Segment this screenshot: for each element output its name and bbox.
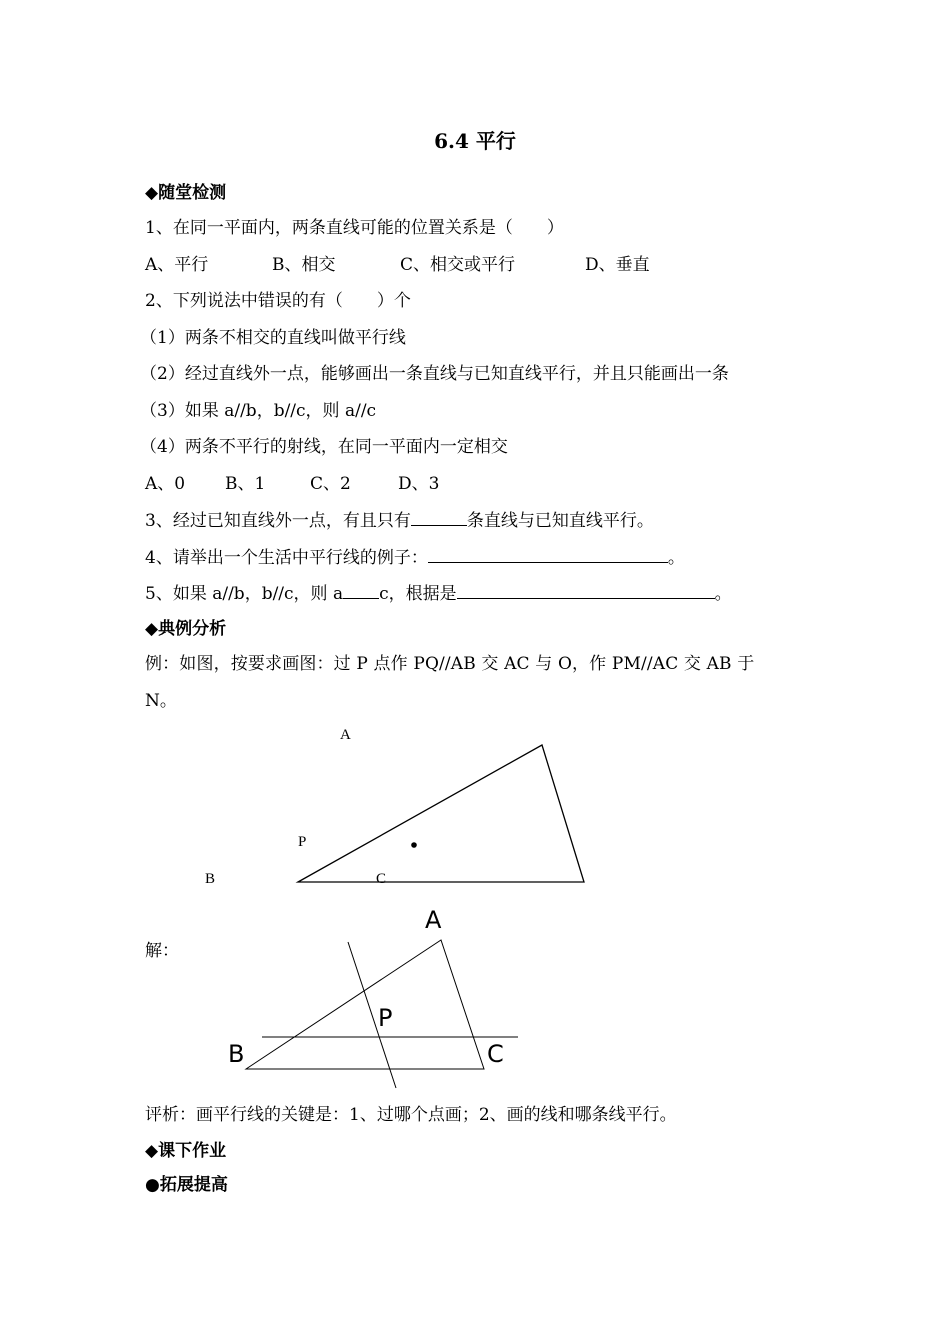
q2-option-a: A、0 bbox=[145, 474, 186, 494]
figure1-point-p bbox=[411, 842, 417, 848]
figure1-label-p: P bbox=[298, 834, 307, 850]
example-text-line2: N。 bbox=[145, 691, 177, 711]
q2-option-c: C、2 bbox=[310, 474, 351, 494]
q1-option-c: C、相交或平行 bbox=[400, 255, 516, 275]
analysis-text: 评析：画平行线的关键是：1、过哪个点画；2、画的线和哪条线平行。 bbox=[145, 1105, 677, 1125]
q1-option-a: A、平行 bbox=[145, 255, 209, 275]
question-2: 2、下列说法中错误的有（ ）个 bbox=[145, 291, 411, 311]
q4-text-before: 4、请举出一个生活中平行线的例子： bbox=[145, 548, 428, 568]
figure1-label-c: C bbox=[376, 871, 387, 887]
q2-option-b: B、1 bbox=[225, 474, 266, 494]
q2-option-d: D、3 bbox=[398, 474, 440, 494]
figure2-label-b: B bbox=[228, 1040, 245, 1068]
figure1-label-a: A bbox=[340, 727, 351, 743]
figure1-triangle bbox=[298, 745, 584, 882]
q5-text-before: 5、如果 a//b，b//c，则 a bbox=[145, 584, 344, 604]
figure1-label-b: B bbox=[205, 871, 216, 887]
q3-text-after: 条直线与已知直线平行。 bbox=[466, 511, 654, 531]
q5-text-after: 。 bbox=[714, 584, 732, 604]
q1-option-b: B、相交 bbox=[272, 255, 336, 275]
figure2-label-c: C bbox=[487, 1040, 504, 1068]
page-title: 6.4 平行 bbox=[434, 129, 516, 153]
question-1: 1、在同一平面内，两条直线可能的位置关系是（ ） bbox=[145, 218, 564, 238]
q3-text-before: 3、经过已知直线外一点，有且只有 bbox=[145, 511, 411, 531]
section-heading-extension: ●拓展提高 bbox=[145, 1175, 228, 1195]
figure2-label-p: P bbox=[378, 1004, 393, 1032]
q2-item-3: （3）如果 a//b，b//c，则 a//c bbox=[140, 401, 377, 421]
q4-text-after: 。 bbox=[667, 548, 685, 568]
solution-label: 解： bbox=[145, 941, 179, 961]
q1-option-d: D、垂直 bbox=[585, 255, 650, 275]
section-heading-examples: ◆典例分析 bbox=[145, 619, 227, 639]
figure2-label-a: A bbox=[425, 906, 442, 934]
section-heading-quiz: ◆随堂检测 bbox=[145, 183, 227, 203]
q2-item-4: （4）两条不平行的射线，在同一平面内一定相交 bbox=[140, 437, 508, 457]
section-heading-homework: ◆课下作业 bbox=[145, 1141, 227, 1161]
q2-item-1: （1）两条不相交的直线叫做平行线 bbox=[140, 328, 406, 348]
q5-text-middle: c，根据是 bbox=[379, 584, 457, 604]
example-text-line1: 例：如图，按要求画图：过 P 点作 PQ//AB 交 AC 与 O，作 PM//AC 交 AB 于 bbox=[145, 654, 755, 674]
figure2-triangle bbox=[246, 940, 484, 1069]
q2-item-2: （2）经过直线外一点，能够画出一条直线与已知直线平行，并且只能画出一条 bbox=[140, 364, 729, 384]
